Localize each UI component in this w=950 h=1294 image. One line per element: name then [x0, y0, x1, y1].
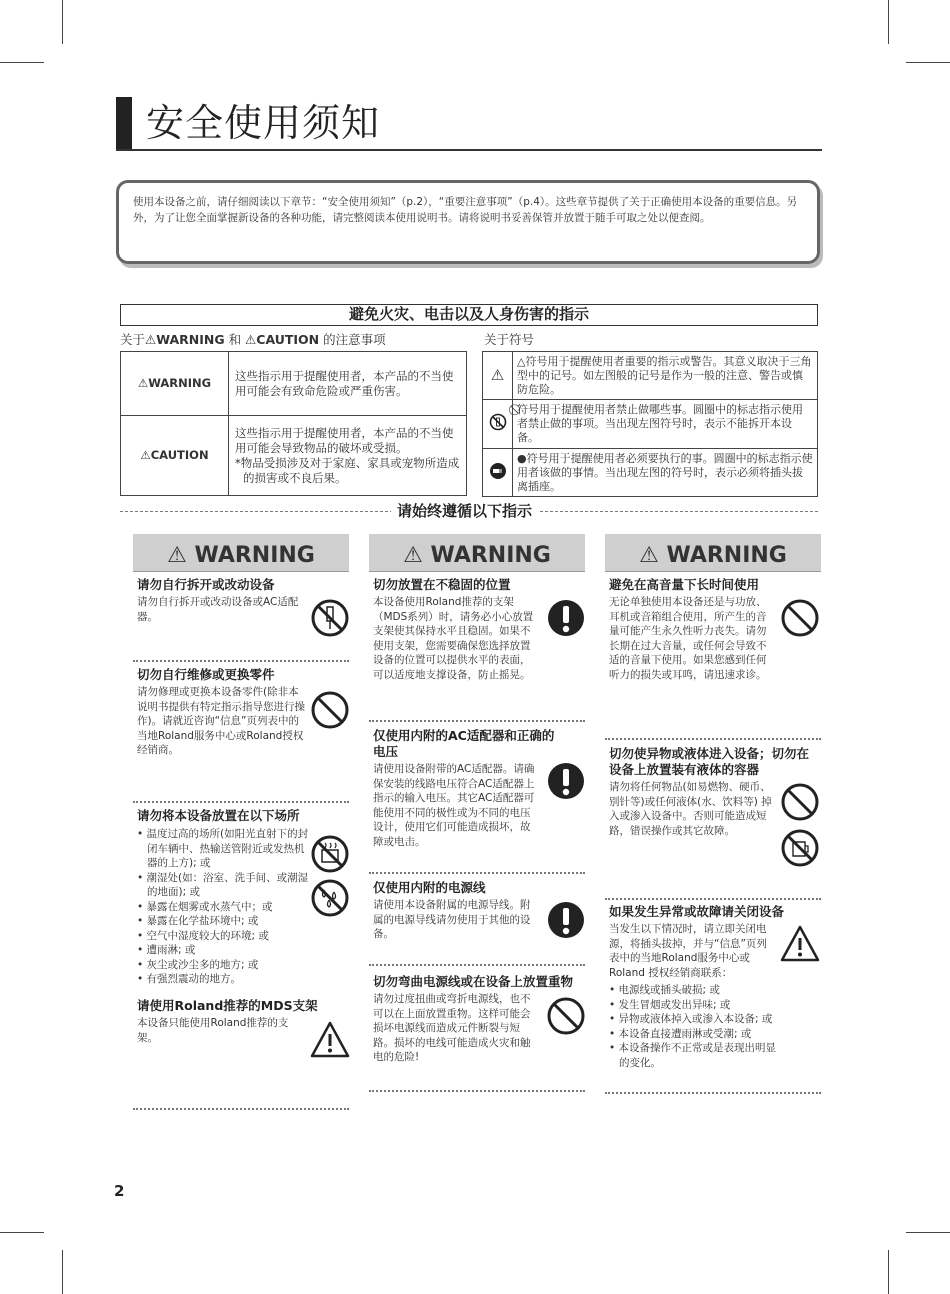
section-text: 请使用本设备附属的电源导线。附属的电源导线请勿使用于其他的设备。: [373, 899, 531, 940]
warning-section: [137, 998, 337, 1045]
list-item: • 本设备操作不正常或是表现出明显的变化。: [609, 1042, 777, 1069]
caution-icon: [780, 924, 820, 964]
section-title: 请使用Roland推荐的MDS支架: [137, 998, 318, 1013]
section-text: 请勿将任何物品(如易燃物、硬币、别针等)或任何液体(水、饮料等) 掉入或渗入设备中。否则可能造成短路，错误操作或其它故障。: [609, 781, 772, 837]
warning-triangle-icon: ⚠: [137, 376, 149, 390]
warning-triangle-icon: ⚠: [140, 448, 151, 462]
warning-section: [373, 728, 563, 849]
list-item: • 暴露在烟雾或水蒸气中；或: [137, 900, 273, 913]
crop-mark: [62, 0, 63, 44]
warning-section: [137, 577, 312, 624]
must-do-icon: [546, 598, 586, 638]
no-heat-icon: [310, 834, 350, 874]
list-item: • 有强烈震动的地方。: [137, 973, 242, 985]
notice-table: [120, 351, 467, 496]
no-moisture-icon: [310, 878, 350, 918]
symbol-table: [482, 351, 818, 497]
warning-triangle-icon: ⚠: [639, 543, 659, 568]
list-item: • 潮湿处(如：浴室、洗手间、或潮湿的地面); 或: [137, 871, 309, 898]
crop-mark: [0, 1232, 44, 1233]
prohibition-icon: [310, 690, 350, 730]
about-notices-heading: 关于⚠WARNING 和 ⚠CAUTION 的注意事项: [120, 332, 386, 347]
caution-note: *物品受损涉及对于家庭、家具或宠物所造成的损害或不良后果。: [235, 455, 460, 485]
warning-section: [373, 880, 537, 942]
section-title: 切勿自行维修或更换零件: [137, 667, 275, 682]
list-item: • 灰尘或沙尘多的地方; 或: [137, 958, 259, 971]
must-do-icon: [546, 900, 586, 940]
caution-desc: 这些指示用于提醒使用者，本产品的不当使用可能会导致物品的破坏或受损。: [235, 425, 454, 455]
section-text: 请勿修理或更换本设备零件(除非本说明书提供有特定指示指导您进行操作)。请就近咨询“信息”页列表中的当地Roland服务中心或Roland授权经销商。: [137, 686, 305, 756]
prohibition-icon: [780, 782, 820, 822]
warning-section: [609, 577, 773, 682]
dotted-separator: [133, 1108, 349, 1110]
no-disassemble-icon: [310, 598, 350, 638]
warning-section: [373, 577, 537, 682]
section-title: 切勿使异物或液体进入设备；切勿在设备上放置装有液体的容器: [609, 746, 810, 777]
section-text: 无论单独使用本设备还是与功放、耳机或音箱组合使用，所产生的音量可能产生永久性听力丧失。请勿长期在过大音量，或任何会导致不适的音量下使用。如果您感到任何听力的损失或耳鸣，请迅速求诊。: [609, 596, 767, 681]
section-text: 本设备只能使用Roland推荐的支架。: [137, 1017, 289, 1044]
section-text: 本设备使用Roland推荐的支架（MDS系列）时，请务必小心放置支架使其保持水平且稳固。如果不使用支架，您需要确保您选择放置设备的位置可以提供水平的表面，可以适度地支撑设备，防止摇晃。: [373, 596, 534, 681]
symbol-desc: ⃠符号用于提醒使用者禁止做哪些事。圆圈中的标志指示使用者禁止做的事项。当出现左图符号时，表示不能拆开本设备。: [513, 400, 818, 449]
caution-icon: [310, 1020, 350, 1060]
list-item: • 本设备直接遭雨淋或受潮; 或: [609, 1027, 752, 1040]
page-title: 安全使用须知: [146, 101, 381, 145]
list-item: • 遭雨淋; 或: [137, 944, 196, 956]
warning-header: ⚠ WARNING: [605, 534, 821, 572]
crop-mark: [888, 0, 889, 44]
warning-triangle-icon: ⚠: [167, 543, 187, 568]
dotted-separator: [369, 1090, 585, 1092]
section-title: 仅使用内附的电源线: [373, 880, 486, 895]
warning-label-cell: ⚠WARNING: [121, 352, 229, 416]
section-title: 请勿自行拆开或改动设备: [137, 577, 275, 592]
caution-desc-cell: [229, 416, 467, 496]
must-do-icon: [546, 761, 586, 801]
dotted-separator: [605, 738, 821, 740]
warning-section: [137, 667, 307, 758]
prohibition-icon: [546, 996, 586, 1036]
prohibition-symbol-icon: [483, 400, 513, 449]
list-item: • 温度过高的场所(如阳光直射下的封闭车辆中、热输送管附近或发热机器的上方); 或: [137, 828, 309, 869]
warning-triangle-icon: ⚠: [145, 332, 157, 347]
warning-desc: 这些指示用于提醒使用者，本产品的不当使用可能会有致命危险或严重伤害。: [229, 352, 467, 416]
crop-mark: [888, 1250, 889, 1294]
unplug-symbol-icon: [483, 449, 513, 497]
dotted-separator: [133, 660, 349, 662]
section-text: 请勿自行拆开或改动设备或AC适配器。: [137, 596, 299, 623]
title-bar: [116, 97, 132, 149]
list-item: • 暴露在化学盐环境中; 或: [137, 915, 259, 927]
dotted-separator: [605, 1092, 821, 1094]
dotted-separator: [605, 898, 821, 900]
intro-box: 使用本设备之前，请仔细阅读以下章节：“安全使用须知”（p.2），“重要注意事项”（p.4）。这些章节提供了关于正确使用本设备的重要信息。另外，为了让您全面掌握新设备的各种功能，请完整阅读本使用说明书。请将说明书妥善保管并放置于随手可取之处以便查阅。: [116, 180, 820, 264]
section-text: 请勿过度扭曲或弯折电源线，也不可以在上面放置重物。这样可能会损坏电源线而造成元件断裂与短路。损坏的电线可能造成火灾和触电的危险!: [373, 993, 531, 1063]
warning-triangle-icon: ⚠: [245, 332, 257, 347]
list-item: • 发生冒烟或发出异味; 或: [609, 998, 731, 1011]
section-text: 当发生以下情况时，请立即关闭电源，将插头拔掉，并与“信息”页列表中的当地Roland服务中心或Roland 授权经销商联系：: [609, 923, 767, 979]
section-header-box: 避免火灾、电击以及人身伤害的指示: [120, 304, 818, 326]
page-number: 2: [114, 1182, 125, 1200]
symbol-desc: ●符号用于提醒使用者必须要执行的事。圆圈中的标志指示使用者该做的事情。当出现左图的符号时，表示必须将插头拔离插座。: [513, 449, 818, 497]
warning-triangle-icon: ⚠: [403, 543, 423, 568]
warning-header: ⚠ WARNING: [369, 534, 585, 572]
dotted-separator: [133, 801, 349, 803]
dotted-separator: [369, 964, 585, 966]
section-title: 仅使用内附的AC适配器和正确的电压: [373, 728, 555, 759]
dotted-separator: [369, 872, 585, 874]
dotted-separator: [369, 720, 585, 722]
symbol-desc: △符号用于提醒使用者重要的指示或警告。其意义取决于三角型中的记号。如左图般的记号是作为一般的注意、警告或慎防危险。: [513, 352, 818, 400]
crop-mark: [906, 1232, 950, 1233]
prohibition-icon: [780, 598, 820, 638]
section-list: [609, 983, 779, 1070]
title-rule: [116, 149, 822, 151]
no-liquid-icon: [780, 828, 820, 868]
crop-mark: [906, 62, 950, 63]
triangle-symbol-icon: ⚠: [483, 352, 513, 400]
list-item: • 电源线或插头破损; 或: [609, 984, 720, 996]
warning-header: ⚠ WARNING: [133, 534, 349, 572]
crop-mark: [62, 1250, 63, 1294]
section-text: 请使用设备附带的AC适配器。请确保安装的线路电压符合AC适配器上指示的输入电压。其它AC适配器可能使用不同的极性或为不同的电压设计，使用它们可能造成损坏，故障或电击。: [373, 763, 535, 848]
section-title: 切勿放置在不稳固的位置: [373, 577, 511, 592]
section-title: 请勿将本设备放置在以下场所: [137, 808, 300, 823]
caution-label-cell: ⚠CAUTION: [121, 416, 229, 496]
section-list: [137, 827, 313, 987]
always-follow-heading: 请始终遵循以下指示: [391, 501, 538, 521]
section-title: 切勿弯曲电源线或在设备上放置重物: [373, 974, 574, 989]
crop-mark: [0, 62, 44, 63]
list-item: • 异物或液体掉入或渗入本设备; 或: [609, 1013, 773, 1025]
section-title: 避免在高音量下长时间使用: [609, 577, 760, 592]
section-title: 如果发生异常或故障请关闭设备: [609, 904, 785, 919]
list-item: • 空气中湿度较大的环境; 或: [137, 929, 269, 942]
about-symbols-heading: 关于符号: [484, 332, 535, 347]
warning-section: [137, 808, 313, 987]
